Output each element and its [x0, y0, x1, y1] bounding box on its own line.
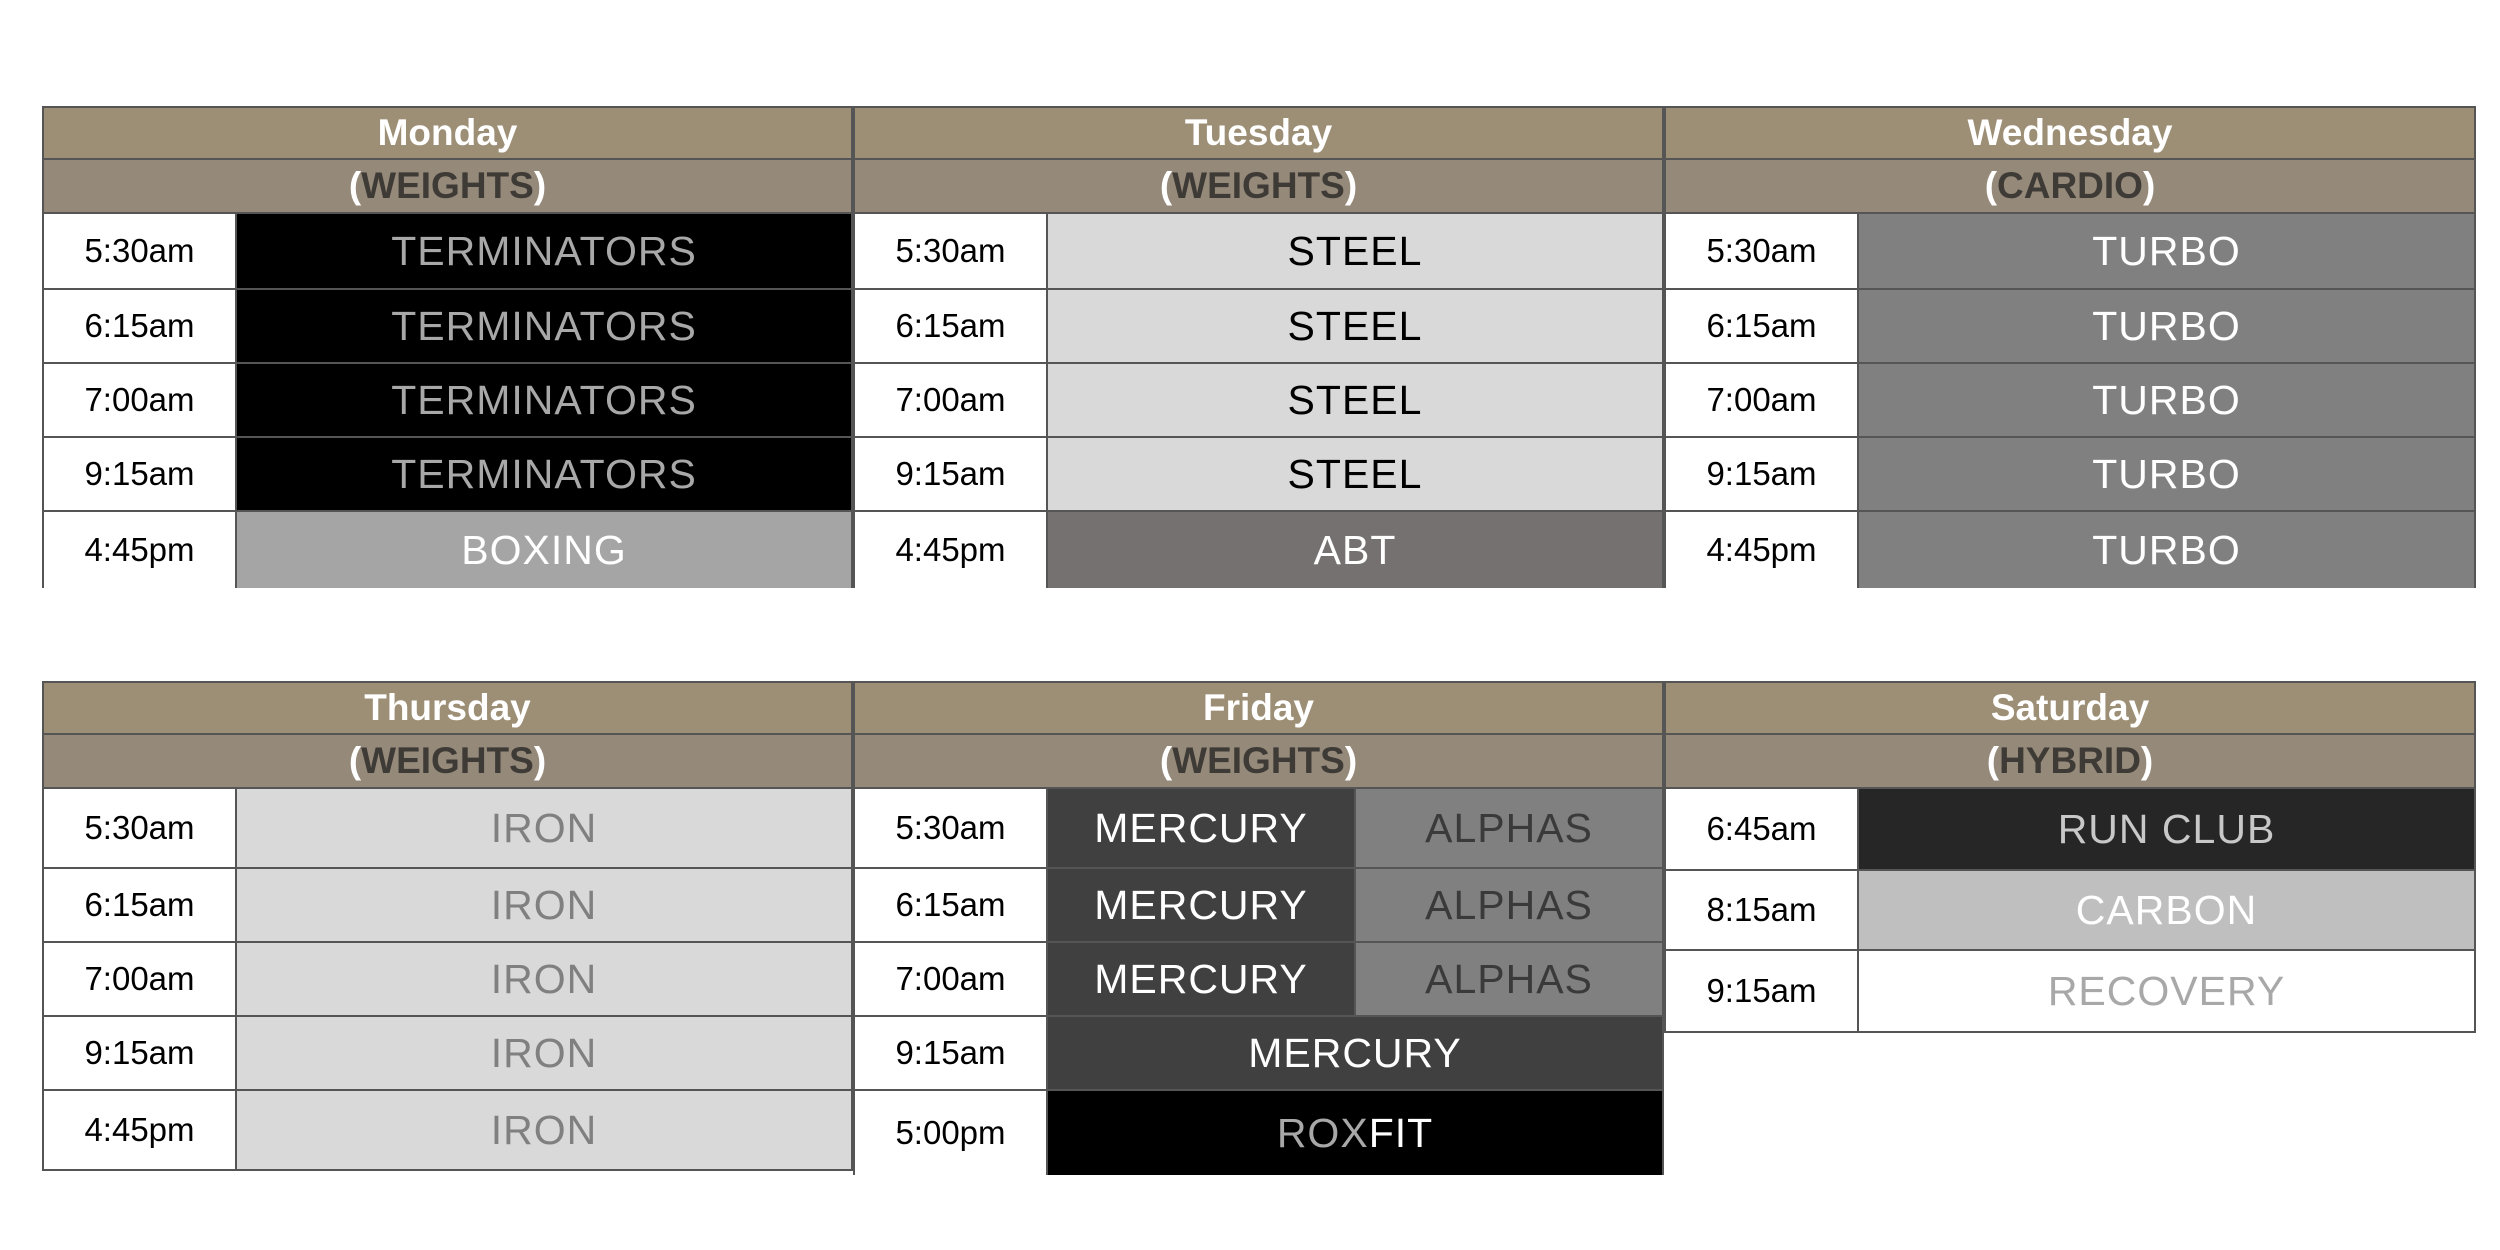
- day-thursday: [42, 681, 853, 1171]
- schedule-row: [44, 1017, 851, 1091]
- class-name: TERMINATORS: [237, 214, 851, 288]
- schedule-row: [44, 290, 851, 364]
- schedule-row: [855, 1091, 1662, 1175]
- schedule-row: [1666, 871, 2474, 951]
- day-type: ( WEIGHTS ): [855, 735, 1662, 789]
- time-slot: 9:15am: [855, 1017, 1048, 1089]
- schedule-row: [855, 364, 1662, 438]
- class-name: ABT: [1048, 512, 1662, 588]
- schedule-row: [855, 512, 1662, 588]
- class-name: TURBO: [1859, 290, 2474, 362]
- schedule-row: [44, 869, 851, 943]
- schedule-row: [855, 438, 1662, 512]
- day-type: ( WEIGHTS ): [44, 735, 851, 789]
- time-slot: 5:30am: [855, 214, 1048, 288]
- schedule-row: [855, 869, 1662, 943]
- schedule-row: [44, 364, 851, 438]
- time-slot: 6:15am: [44, 290, 237, 362]
- day-tuesday: [853, 106, 1664, 588]
- class-name: STEEL: [1048, 438, 1662, 510]
- time-slot: 5:00pm: [855, 1091, 1048, 1175]
- time-slot: 8:15am: [1666, 871, 1859, 949]
- schedule-row: [855, 214, 1662, 290]
- class-name-part: FIT: [1368, 1109, 1434, 1156]
- day-title: Monday: [44, 106, 851, 160]
- class-name: BOXING: [237, 512, 851, 588]
- day-title: Friday: [855, 681, 1662, 735]
- time-slot: 5:30am: [855, 789, 1048, 867]
- time-slot: 9:15am: [855, 438, 1048, 510]
- time-slot: 5:30am: [44, 214, 237, 288]
- day-title: Saturday: [1666, 681, 2474, 735]
- class-name: TURBO: [1859, 438, 2474, 510]
- schedule-row: [44, 438, 851, 512]
- class-name: MERCURY: [1048, 869, 1354, 941]
- schedule-row: [1666, 951, 2474, 1033]
- day-title: Thursday: [44, 681, 851, 735]
- day-monday: [42, 106, 853, 588]
- schedule-row: [44, 943, 851, 1017]
- day-title: Tuesday: [855, 106, 1662, 160]
- day-type: ( HYBRID ): [1666, 735, 2474, 789]
- time-slot: 4:45pm: [44, 512, 237, 588]
- class-name: RUN CLUB: [1859, 789, 2474, 869]
- time-slot: 7:00am: [855, 364, 1048, 436]
- schedule-row: [855, 789, 1662, 869]
- schedule-row: [855, 290, 1662, 364]
- schedule-row: [44, 214, 851, 290]
- time-slot: 7:00am: [44, 364, 237, 436]
- class-name: STEEL: [1048, 290, 1662, 362]
- schedule-row: [1666, 438, 2474, 512]
- class-name: IRON: [237, 869, 851, 941]
- time-slot: 6:15am: [855, 869, 1048, 941]
- class-name: TURBO: [1859, 512, 2474, 588]
- class-name: [1048, 1091, 1662, 1175]
- time-slot: 9:15am: [1666, 951, 1859, 1031]
- time-slot: 4:45pm: [44, 1091, 237, 1169]
- schedule-row: [1666, 789, 2474, 871]
- day-wednesday: [1664, 106, 2476, 588]
- time-slot: 7:00am: [44, 943, 237, 1015]
- class-name: IRON: [237, 1091, 851, 1169]
- schedule-row: [855, 1017, 1662, 1091]
- class-name: TERMINATORS: [237, 290, 851, 362]
- class-name-secondary: ALPHAS: [1354, 789, 1662, 867]
- time-slot: 9:15am: [1666, 438, 1859, 510]
- day-type: ( CARDIO ): [1666, 160, 2474, 214]
- class-name: TERMINATORS: [237, 438, 851, 510]
- schedule-row: [855, 943, 1662, 1017]
- time-slot: 6:15am: [855, 290, 1048, 362]
- class-name: CARBON: [1859, 871, 2474, 949]
- class-name: IRON: [237, 943, 851, 1015]
- schedule-row: [44, 512, 851, 588]
- time-slot: 6:45am: [1666, 789, 1859, 869]
- schedule-row: [44, 1091, 851, 1171]
- time-slot: 6:15am: [1666, 290, 1859, 362]
- time-slot: 7:00am: [1666, 364, 1859, 436]
- class-name: TERMINATORS: [237, 364, 851, 436]
- time-slot: 7:00am: [855, 943, 1048, 1015]
- day-friday: [853, 681, 1664, 1175]
- time-slot: 9:15am: [44, 1017, 237, 1089]
- class-name-secondary: ALPHAS: [1354, 943, 1662, 1015]
- time-slot: 5:30am: [1666, 214, 1859, 288]
- schedule-row: [1666, 512, 2474, 588]
- class-name: MERCURY: [1048, 943, 1354, 1015]
- time-slot: 9:15am: [44, 438, 237, 510]
- class-name: RECOVERY: [1859, 951, 2474, 1031]
- class-name: IRON: [237, 1017, 851, 1089]
- class-name: STEEL: [1048, 364, 1662, 436]
- class-name: STEEL: [1048, 214, 1662, 288]
- class-name-part: ROX: [1276, 1109, 1369, 1156]
- schedule-row: [1666, 214, 2474, 290]
- class-name: MERCURY: [1048, 1017, 1662, 1089]
- time-slot: 4:45pm: [855, 512, 1048, 588]
- class-name: IRON: [237, 789, 851, 867]
- schedule-row: [1666, 364, 2474, 438]
- time-slot: 4:45pm: [1666, 512, 1859, 588]
- day-title: Wednesday: [1666, 106, 2474, 160]
- class-name: TURBO: [1859, 214, 2474, 288]
- class-name-secondary: ALPHAS: [1354, 869, 1662, 941]
- day-type: ( WEIGHTS ): [44, 160, 851, 214]
- class-name: MERCURY: [1048, 789, 1354, 867]
- schedule-row: [44, 789, 851, 869]
- day-saturday: [1664, 681, 2476, 1033]
- time-slot: 5:30am: [44, 789, 237, 867]
- class-name: TURBO: [1859, 364, 2474, 436]
- time-slot: 6:15am: [44, 869, 237, 941]
- day-type: ( WEIGHTS ): [855, 160, 1662, 214]
- schedule-row: [1666, 290, 2474, 364]
